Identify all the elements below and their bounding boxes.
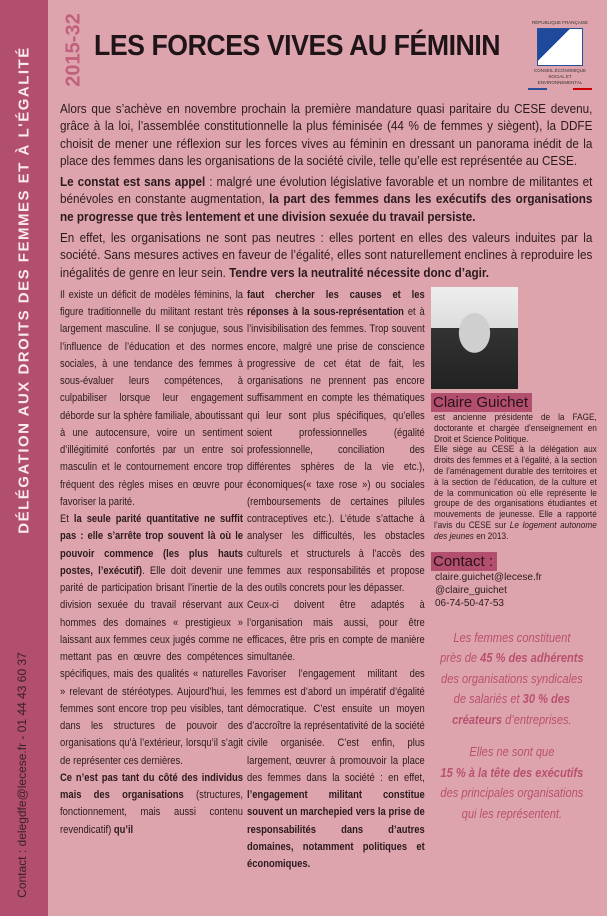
text-segment: et à l’invisibilisation des femmes. Trop souvent encore, malgré une prise de conscience progressive de cet état de fait, les organisations ne prennent pas encore suffisamment en compte les thématiques qui leur sont plus spécifiques, qu’elles soient professionnelles (égalité professionnelle, conciliation des différentes sphères de la vie etc.), économiques(« taxe rose ») ou sociales (remboursements de certaines pilules contraceptives etc.). L’étude s’attache à analyser les difficultés, les obstacles culturels et structurels à l’accès des femmes aux responsabilités et propose des outils concrets pour les dépasser. bbox=[247, 306, 425, 595]
profile-name: Claire Guichet bbox=[431, 393, 532, 412]
text-segment: Favoriser l’engagement militant des femmes est d’abord un impératif d’égalité démocratique. C’est ensuite un moyen d’accroître la représentativité de la société civile organisée. C’est enfin, plus largement, œuvrer à promouvoir la place des femmes dans la société : en effet, bbox=[247, 668, 425, 784]
text-segment: Et bbox=[60, 513, 74, 526]
text-segment: près de bbox=[440, 651, 481, 666]
main-content bbox=[60, 100, 600, 873]
logo-underline bbox=[528, 88, 592, 90]
text-segment: En effet, les organisations ne sont pas neutres : elles portent en elles des valeurs induites par la société. Sans mesures actives en faveur de l’égalité, elles sont naturellement enclines à reproduire les inégalités de genre en leur sein. bbox=[60, 230, 593, 280]
bold-text: 45 % des adhérents bbox=[480, 651, 584, 666]
body-column-1 bbox=[60, 287, 243, 839]
body-column-2 bbox=[247, 287, 425, 874]
paragraph bbox=[60, 100, 592, 169]
bold-text: 30 % des bbox=[522, 692, 571, 707]
bold-text: la seule parité quantitative ne suffit pas : elle s’arrête trop souvent là où le pouvoir commence (les plus hauts postes, l’exécutif) bbox=[60, 513, 244, 577]
report-title: Le logement autonome des jeunes bbox=[434, 518, 597, 541]
contact-details bbox=[435, 571, 542, 610]
paragraph bbox=[60, 173, 592, 225]
delegation-contact: Contact : delegdfe@lecese.fr - 01 44 43 60 37 bbox=[15, 652, 29, 898]
body-column-2-wrap bbox=[247, 287, 425, 874]
body-row bbox=[60, 287, 600, 874]
text-segment: Il existe un déficit de modèles féminins, la figure traditionnelle du militant restant très largement masculine. Il se conjugue, sous l’influence de l’éducation et des normes sociales, à une tendance des femmes à sous-évaluer leurs compétences, à culpabiliser lorsque leur engagement déborde sur la sphère familiale, aboutissant à une autocensure, voire un sentiment d’illégitimité confortés par un entre soi masculin et le contournement encore trop fréquent des règles mises en œuvre pour favoriser la parité. bbox=[60, 288, 244, 508]
pull-quote-membership-wrap bbox=[423, 628, 601, 731]
text-segment: Ceux-ci doivent être adaptés à l’organisation mais aussi, pour être efficaces, être pris en compte de manière simultanée. bbox=[247, 599, 425, 664]
contact-twitter[interactable]: @claire_guichet bbox=[435, 584, 507, 596]
text-segment: Elles ne sont que bbox=[469, 745, 555, 760]
logo-council-text: CONSEIL ÉCONOMIQUE SOCIAL ET ENVIRONNEMENTAL bbox=[533, 68, 587, 85]
text-segment: des principales organisations bbox=[440, 786, 584, 801]
intro-block bbox=[60, 100, 592, 281]
text-segment: des organisations syndicales bbox=[441, 671, 583, 686]
profile-bio-wrap bbox=[434, 412, 597, 542]
bold-text: 15 % à la tête des exécutifs bbox=[440, 765, 584, 780]
pull-quote-membership bbox=[423, 628, 601, 731]
paragraph bbox=[247, 666, 425, 873]
bio-paragraph bbox=[434, 444, 597, 541]
contact-heading: Contact : bbox=[431, 552, 497, 571]
paragraph bbox=[60, 287, 243, 511]
text-segment: (structures, fonctionnement, mais aussi contenu revendicatif) bbox=[60, 789, 244, 836]
paragraph bbox=[60, 229, 592, 281]
paragraph bbox=[60, 770, 243, 839]
text-segment: de salariés et bbox=[453, 692, 523, 707]
pull-quote-executives-wrap bbox=[423, 742, 601, 824]
bio-text: Elle siège au CESE à la délégation aux droits des femmes et à l’égalité, à la section de l’aménagement durable des territoires et à la section de l’éducation, de la culture et de la communication où elle représente le groupe de des organisations étudiantes et mouvements de jeunesse. Elle a rapporté l’avis du CESE sur bbox=[434, 443, 597, 530]
text-segment: . Elle doit devenir une parité de participation brisant l’inertie de la division sexuée du travail réservant aux hommes des domaines « prestigieux » laissant aux femmes ceux jugés comme ne mettant pas en œuvre des compétences spécifiques, mais des qualités « naturelles » relevant de stéréotypes. Aujourd’hui, les femmes sont encore trop peu visibles, tant dans les structures de pouvoir des organisations qu’à l’extérieur, lorsqu’il s’agit de représenter ces dernières. bbox=[60, 564, 244, 767]
logo-republic-text: RÉPUBLIQUE FRANÇAISE bbox=[531, 20, 588, 25]
logo-building-icon bbox=[537, 28, 583, 66]
paragraph bbox=[60, 511, 243, 770]
publication-number: 2015-32 bbox=[62, 13, 85, 87]
paragraph bbox=[247, 287, 425, 598]
sidebar bbox=[0, 0, 48, 916]
body-column-1-wrap bbox=[60, 287, 243, 839]
delegation-title: DÉLÉGATION AUX DROITS DES FEMMES ET À L'ÉGALITÉ bbox=[15, 46, 33, 534]
bold-text: faut chercher les causes et les réponses à la sous-représentation bbox=[247, 288, 425, 319]
contact-email[interactable]: claire.guichet@lecese.fr bbox=[435, 571, 542, 583]
bold-text: qu’il bbox=[113, 823, 134, 836]
portrait-photo bbox=[431, 287, 518, 389]
profile-column bbox=[431, 287, 599, 824]
bold-text: créateurs bbox=[452, 712, 503, 727]
intro-text bbox=[60, 100, 592, 281]
paragraph bbox=[247, 597, 425, 666]
pull-quote-executives bbox=[423, 742, 601, 824]
contact-phone: 06-74-50-47-53 bbox=[435, 597, 504, 609]
text-segment: Alors que s’achève en novembre prochain la première mandature quasi paritaire du CESE devenu, grâce à la loi, l’assemblée constitutionnelle la plus féminisée (44 % de femmes y siègent), la DDFE choisit de mener une réflexion sur les forces vives au féminin en dressant un panorama inédit de la place des femmes dans les organisations de la société civile, telle qu’elle est représentée au CESE. bbox=[60, 101, 593, 168]
text-segment: qui les représentent. bbox=[461, 806, 563, 821]
text-segment: : malgré une évolution législative favorable et un nombre de militantes et bénévoles en constante augmentation, bbox=[60, 174, 593, 207]
bold-text: Tendre vers la neutralité nécessite donc d’agir. bbox=[229, 264, 490, 280]
text-segment: d’entreprises. bbox=[502, 712, 572, 727]
bold-text: la part des femmes dans les exécutifs des organisations ne progresse que très lentement et une division sexuée du travail persiste. bbox=[60, 191, 593, 224]
bold-text: l’engagement militant constitue souvent un marchepied vers la prise de responsabilités dans d’autres domaines, notamment politiques et économiques. bbox=[247, 789, 425, 871]
bio-text: en 2013. bbox=[473, 529, 509, 541]
cese-logo bbox=[528, 20, 592, 90]
profile-bio bbox=[434, 412, 597, 542]
page-title: LES FORCES VIVES AU FÉMININ bbox=[94, 30, 501, 62]
text-segment: Les femmes constituent bbox=[453, 630, 571, 645]
bio-paragraph: est ancienne présidente de la FAGE, doctorante et chargée d’enseignement en Droit et Science Politique. bbox=[434, 410, 597, 444]
bold-text: Le constat est sans appel bbox=[60, 174, 206, 190]
bold-text: Ce n’est pas tant du côté des individus mais des organisations bbox=[60, 771, 244, 802]
